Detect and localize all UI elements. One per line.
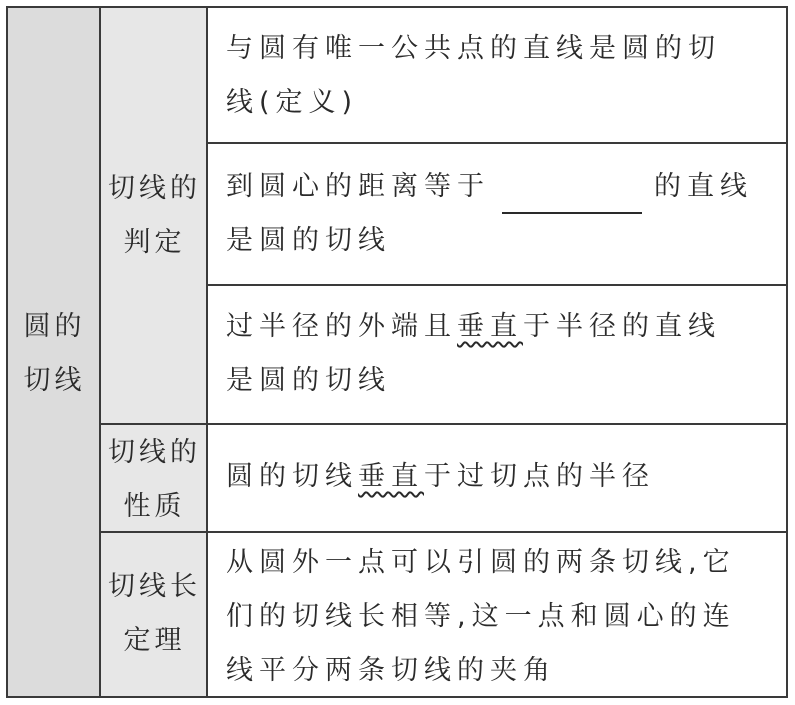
emphasis-wavy: 垂直 — [358, 461, 424, 492]
row-line: 们的切线长相等,这一点和圆心的连 — [226, 601, 736, 632]
fill-in-blank — [502, 182, 642, 214]
topic-label — [8, 300, 101, 408]
section-label-line1: 切线长 — [108, 571, 201, 602]
row-line: 与圆有唯一公共点的直线是圆的切 — [226, 33, 721, 64]
row-divider-1 — [206, 142, 786, 144]
emphasis-wavy: 垂直 — [457, 311, 523, 342]
section-label-line2: 判定 — [123, 227, 186, 258]
row-property-text — [226, 450, 655, 504]
row-definition-text — [226, 22, 721, 130]
row-line: 线(定义) — [226, 87, 359, 118]
section-label-property — [101, 426, 208, 534]
row-distance-text — [226, 160, 753, 268]
row-line — [226, 300, 721, 354]
row-theorem-text — [226, 536, 736, 698]
section-label-line2: 定理 — [123, 625, 186, 656]
row-text-part: 于过切点的半径 — [424, 461, 655, 492]
row-text-part: 到圆心的距离等于 — [226, 171, 490, 202]
row-line: 从圆外一点可以引圆的两条切线,它 — [226, 547, 736, 578]
tangent-summary-table — [6, 6, 788, 698]
row-text-part: 圆的切线 — [226, 461, 358, 492]
topic-label-line2: 切线 — [23, 365, 86, 396]
row-radius-text — [226, 300, 721, 408]
row-line — [226, 160, 753, 214]
row-divider-3 — [101, 423, 786, 425]
section-label-line2: 性质 — [123, 491, 186, 522]
row-line: 线平分两条切线的夹角 — [226, 655, 556, 686]
section-label-line1: 切线的 — [108, 437, 201, 468]
row-text-part: 于半径的直线 — [523, 311, 721, 342]
topic-label-line1: 圆的 — [23, 311, 86, 342]
section-label-line1: 切线的 — [108, 173, 201, 204]
row-line: 是圆的切线 — [226, 225, 391, 256]
row-line — [226, 450, 655, 504]
row-line: 是圆的切线 — [226, 365, 391, 396]
section-label-judgement — [101, 162, 208, 270]
section-label-theorem — [101, 560, 208, 668]
row-text-part: 过半径的外端且 — [226, 311, 457, 342]
row-divider-2 — [206, 284, 786, 286]
row-text-part: 的直线 — [654, 171, 753, 202]
